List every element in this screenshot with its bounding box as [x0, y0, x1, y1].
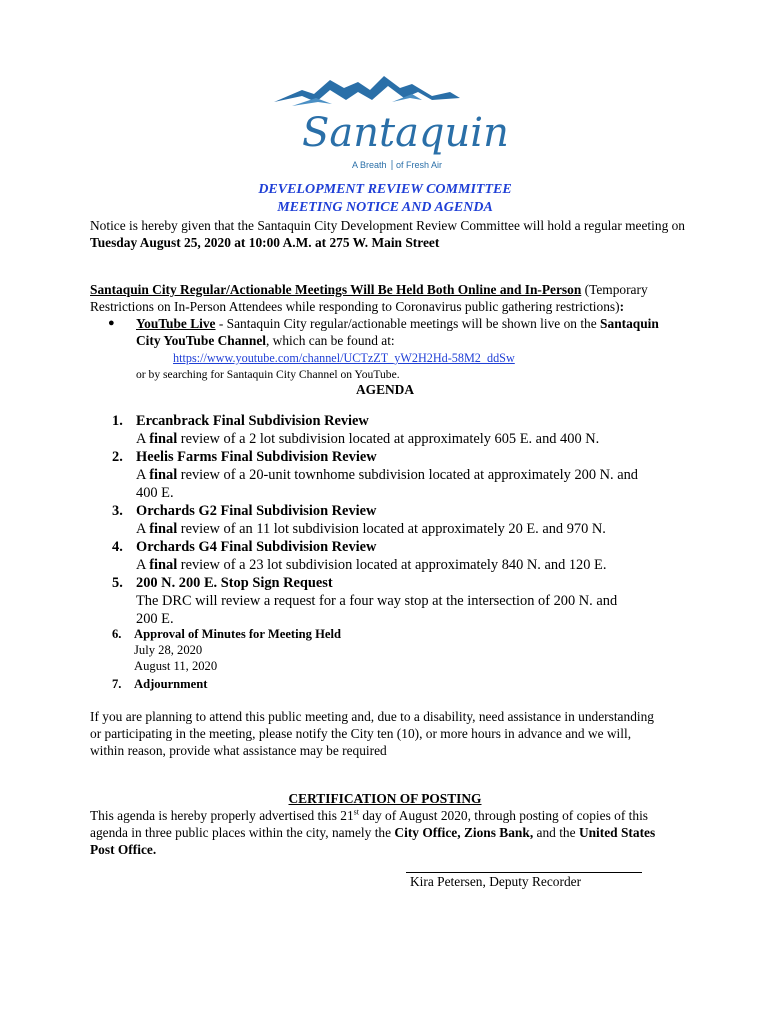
bullet-content [136, 315, 688, 349]
certification-title: CERTIFICATION OF POSTING [288, 791, 482, 806]
item-number: 4. [112, 539, 123, 555]
bullet-icon: ● [108, 317, 115, 329]
item-number: 1. [112, 413, 123, 429]
mountain-logo-icon [272, 72, 509, 180]
item-description: A final review of an 11 lot subdivision located at approximately 20 E. and 970 N. [136, 521, 606, 537]
meetings-line1 [90, 281, 690, 298]
heading-line1: DEVELOPMENT REVIEW COMMITTEE [258, 182, 512, 197]
meetings-restrictions: Restrictions on In-Person Attendees while responding to Coronavirus public gathering restrictions) [90, 299, 620, 314]
item-number: 2. [112, 449, 123, 465]
meetings-colon: : [619, 299, 625, 314]
minutes-date-2: August 11, 2020 [134, 659, 218, 673]
minutes-date-1: July 28, 2020 [134, 643, 203, 657]
disability-line2: or participating in the meeting, please notify the City ten (10), or more hours in advance and we will, [90, 726, 632, 741]
logo-wordmark: Santaquin [302, 110, 509, 156]
item-heading: 200 N. 200 E. Stop Sign Request [136, 575, 333, 591]
item-number: 5. [112, 575, 123, 591]
bullet-text-2: , which can be found at: [265, 333, 395, 348]
youtube-channel-link[interactable]: https://www.youtube.com/channel/UCTzZT_yW2H2Hd-58M2_ddSw [173, 351, 515, 365]
bullet-text-1: - Santaquin City regular/actionable meetings will be shown live on the [215, 316, 601, 331]
agenda-title: AGENDA [355, 382, 415, 397]
item-number: 7. [112, 677, 122, 691]
certification-line2: agenda in three public places within the city, namely the City Office, Zions Bank, and the United States [90, 825, 656, 840]
youtube-live-label: YouTube Live [136, 316, 216, 331]
bullet-bold-1: Santaquin [600, 316, 659, 331]
item-description: A final review of a 20-unit townhome subdivision located at approximately 200 N. and 400 E. [136, 467, 638, 501]
bullet-bold-2: City YouTube Channel [136, 333, 266, 348]
disability-line3: within reason, provide what assistance may be required [90, 743, 387, 758]
meetings-headline: Santaquin City Regular/Actionable Meetings Will Be Held Both Online and In-Person [90, 282, 582, 297]
item-heading: Orchards G4 Final Subdivision Review [136, 539, 377, 555]
item-heading: Ercanbrack Final Subdivision Review [136, 413, 369, 429]
logo-tagline-left: A Breath [352, 160, 387, 170]
item-description: A final review of a 23 lot subdivision located at approximately 840 N. and 120 E. [136, 557, 607, 573]
notice-text: Notice is hereby given that the Santaquin City Development Review Committee will hold a regular meeting on [90, 218, 686, 233]
item-heading: Orchards G2 Final Subdivision Review [136, 503, 377, 519]
notice-bold: Tuesday August 25, 2020 at 10:00 A.M. at 275 W. Main Street [90, 235, 440, 250]
item-heading: Adjournment [134, 677, 208, 691]
item-description: A final review of a 2 lot subdivision located at approximately 605 E. and 400 N. [136, 431, 600, 447]
certification-line3: Post Office. [90, 842, 157, 857]
notice-paragraph [90, 217, 690, 251]
santaquin-logo [272, 72, 509, 180]
meetings-line2 [90, 298, 690, 315]
item-heading: Approval of Minutes for Meeting Held [134, 627, 341, 641]
item-heading: Heelis Farms Final Subdivision Review [136, 449, 377, 465]
signer-name: Kira Petersen, Deputy Recorder [410, 874, 582, 889]
youtube-bullet [108, 315, 688, 349]
item-number: 6. [112, 627, 122, 641]
item-number: 3. [112, 503, 123, 519]
search-note: or by searching for Santaquin City Channel on YouTube. [136, 368, 400, 381]
heading-line2: MEETING NOTICE AND AGENDA [277, 200, 493, 215]
certification-line1: This agenda is hereby properly advertised this 21st day of August 2020, through posting of copies of this [90, 807, 648, 823]
item-description: The DRC will review a request for a four way stop at the intersection of 200 N. and 200 E. [136, 593, 618, 627]
disability-line1: If you are planning to attend this public meeting and, due to a disability, need assistance in understanding [90, 709, 655, 724]
logo-tagline-right: of Fresh Air [396, 160, 443, 170]
meetings-paren: (Temporary [581, 282, 648, 297]
